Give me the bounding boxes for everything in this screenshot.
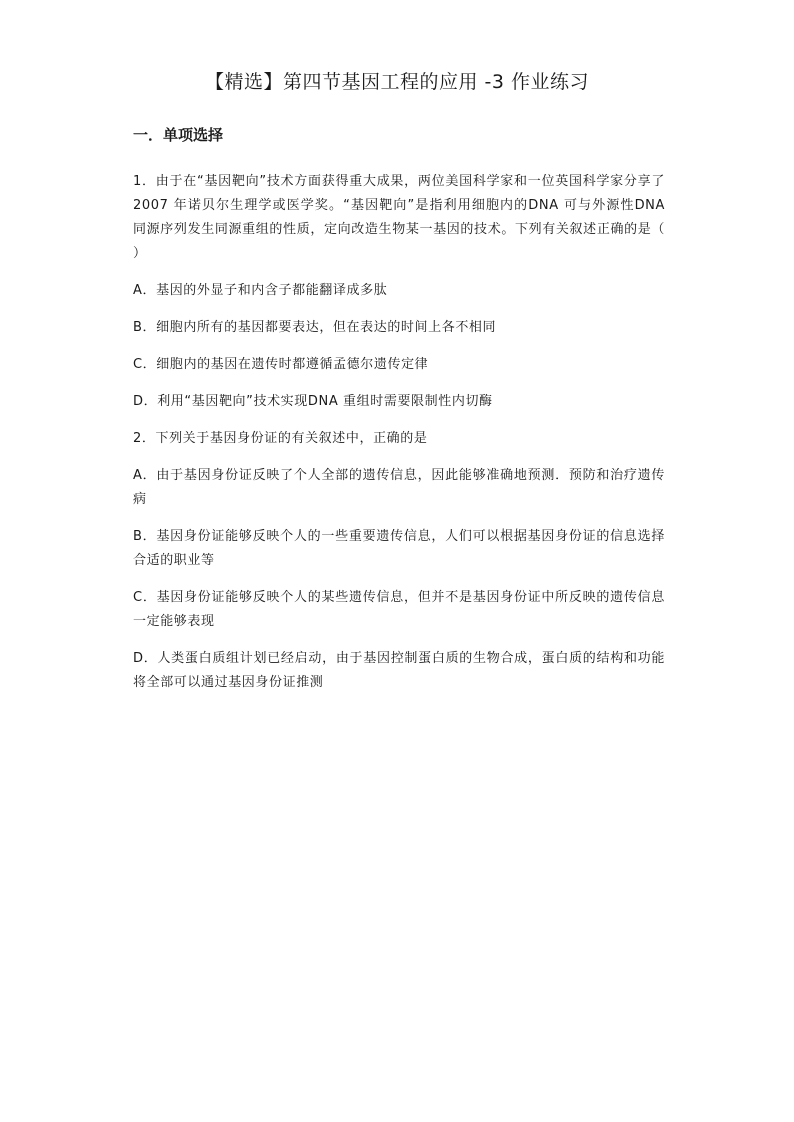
option-a: A．基因的外显子和内含子都能翻译成多肽 — [133, 283, 388, 298]
option-d: D．利用“基因靶向”技术实现DNA 重组时需要限制性内切酶 — [133, 394, 493, 409]
option-c: C．细胞内的基因在遗传时都遵循孟德尔遗传定律 — [133, 357, 429, 372]
question-list — [133, 170, 665, 708]
question-1 — [133, 170, 665, 414]
option-b: B．基因身份证能够反映个人的一些重要遗传信息，人们可以根据基因身份证的信息选择合适的职业等 — [133, 529, 665, 568]
section-heading: 一．单项选择 — [133, 126, 224, 144]
option-c: C．基因身份证能够反映个人的某些遗传信息，但并不是基因身份证中所反映的遗传信息一定能够表现 — [133, 590, 665, 629]
option-d: D．人类蛋白质组计划已经启动，由于基因控制蛋白质的生物合成，蛋白质的结构和功能将全部可以通过基因身份证推测 — [133, 651, 665, 690]
question-stem: 1．由于在“基因靶向”技术方面获得重大成果，两位美国科学家和一位英国科学家分享了 2007 年诺贝尔生理学或医学奖。“基因靶向”是指利用细胞内的DNA 可与外源性DNA 同源序列发生同源重组的性质，定向改造生物某一基因的技术。下列有关叙述正确的是（ ） — [133, 174, 665, 261]
question-2 — [133, 427, 665, 695]
document-title: 【精选】第四节基因工程的应用 -3 作业练习 — [204, 71, 590, 93]
question-stem: 2．下列关于基因身份证的有关叙述中，正确的是 — [133, 431, 428, 446]
option-b: B．细胞内所有的基因都要表达，但在表达的时间上各不相同 — [133, 320, 497, 335]
option-a: A．由于基因身份证反映了个人全部的遗传信息，因此能够准确地预测．预防和治疗遗传病 — [133, 468, 665, 507]
